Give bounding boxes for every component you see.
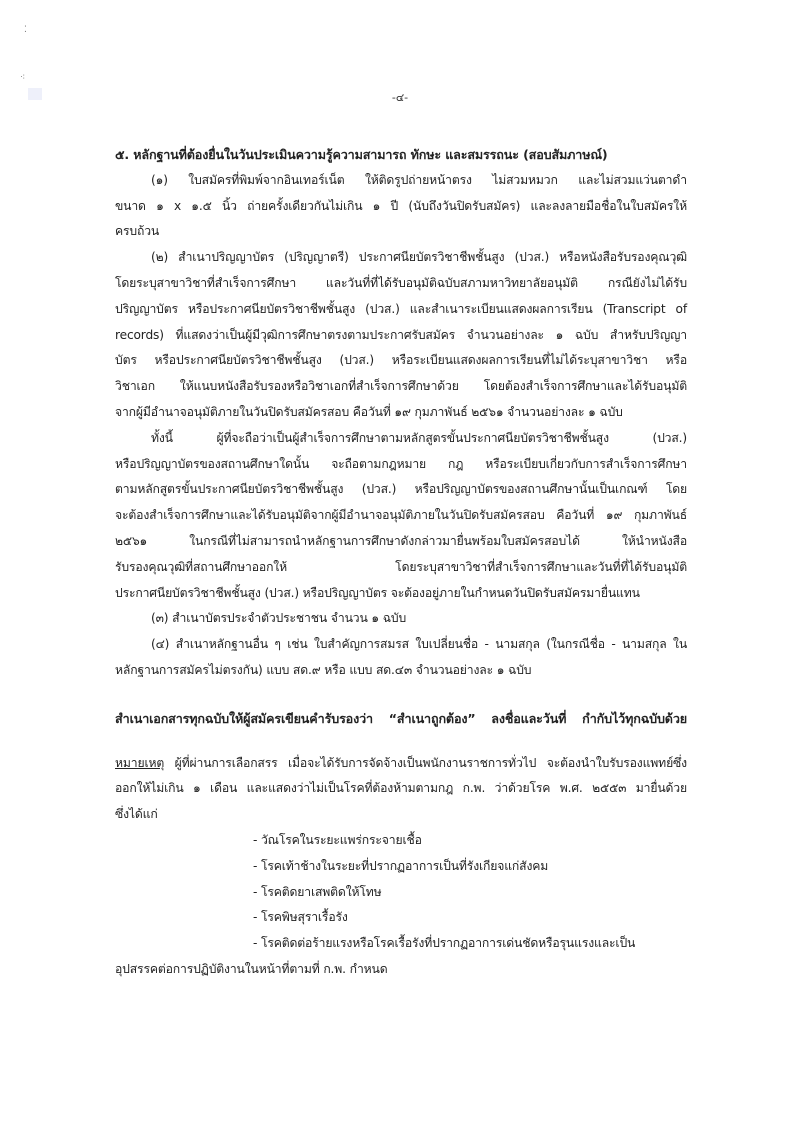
note-para-line: จะต้องสำเร็จการศึกษาและได้รับอนุมัติจากผู้มีอำนาจอนุมัติภายในวันปิดรับสมัครสอบ คือวันที่ ๑๙ กุมภาพันธ์ [115, 508, 687, 523]
item2-line: บัตร หรือประกาศนียบัตรวิชาชีพชั้นสูง (ปวส.) หรือระเบียนแสดงผลการเรียนที่ไม่ได้ระบุสาขาวิชา หรือ [115, 353, 687, 368]
item4-line: (๔) สำเนาหลักฐานอื่น ๆ เช่น ใบสำคัญการสมรส ใบเปลี่ยนชื่อ - นามสกุล (ในกรณีชื่อ - นามสกุล ใน [151, 637, 687, 652]
certify-notice: สำเนาเอกสารทุกฉบับให้ผู้สมัครเขียนคำรับรองว่า “สำเนาถูกต้อง” ลงชื่อและวันที่ กำกับไว้ทุกฉบับด้วย [115, 710, 687, 726]
section-heading: ๕. หลักฐานที่ต้องยื่นในวันประเมินความรู้ความสามารถ ทักษะ และสมรรถนะ (สอบสัมภาษณ์) [115, 147, 608, 162]
note-para-line: หรือปริญญาบัตรของสถานศึกษาใดนั้น จะถือตามกฎหมาย กฎ หรือระเบียบเกี่ยวกับการสำเร็จการศึกษา [115, 456, 687, 471]
remark-label: หมายเหตุ [115, 755, 165, 770]
item3-line: (๓) สำเนาบัตรประจำตัวประชาชน จำนวน ๑ ฉบับ [151, 611, 407, 626]
spacer [115, 732, 687, 751]
item1-line: ครบถ้วน [115, 224, 160, 239]
disease-item: - โรคติดต่อร้ายแรงหรือโรคเรื้อรังที่ปรากฏอาการเด่นชัดหรือรุนแรงและเป็น [253, 936, 636, 951]
item2-line: โดยระบุสาขาวิชาที่สำเร็จการศึกษา และวันที่ที่ได้รับอนุมัติฉบับสภามหาวิทยาลัยอนุมัติ กรณียังไม่ได้รับ [115, 275, 687, 290]
item1-line: ขนาด ๑ x ๑.๕ นิ้ว ถ่ายครั้งเดียวกันไม่เกิน ๑ ปี (นับถึงวันปิดรับสมัคร) และลงลายมือชื่อในใบสมัครให้ [115, 198, 687, 213]
item2-line: (๒) สำเนาปริญญาบัตร (ปริญญาตรี) ประกาศนียบัตรวิชาชีพชั้นสูง (ปวส.) หรือหนังสือรับรองคุณวุฒิ [151, 250, 687, 265]
item2-line: ปริญญาบัตร หรือประกาศนียบัตรวิชาชีพชั้นสูง (ปวส.) และสำเนาระเบียนแสดงผลการเรียน (Transcript of [115, 301, 687, 316]
remark-line [115, 751, 687, 777]
disease-item: - วัณโรคในระยะแพร่กระจายเชื้อ [253, 832, 422, 847]
spacer [115, 684, 687, 706]
note-para-line: ๒๕๖๑ ในกรณีที่ไม่สามารถนำหลักฐานการศึกษาดังกล่าวมายื่นพร้อมใบสมัครสอบได้ ให้นำหนังสือ [115, 533, 687, 548]
note-para-line: รับรองคุณวุฒิที่สถานศึกษาออกให้ โดยระบุสาขาวิชาที่สำเร็จการศึกษาและวันที่ที่ได้รับอนุมัติ [115, 559, 687, 574]
item2-line: records) ที่แสดงว่าเป็นผู้มีวุฒิการศึกษาตรงตามประกาศรับสมัคร จำนวนอย่างละ ๑ ฉบับ สำหรับปริญญา [115, 327, 687, 342]
remark-last-line: อุปสรรคต่อการปฏิบัติงานในหน้าที่ตามที่ ก.พ. กำหนด [115, 961, 388, 976]
page-number: -๔- [391, 91, 409, 104]
note-para-line: ตามหลักสูตรขั้นประกาศนียบัตรวิชาชีพชั้นสูง (ปวส.) หรือปริญญาบัตรของสถานศึกษานั้นเป็นเกณฑ์ โดย [115, 482, 687, 497]
remark-line: ออกให้ไม่เกิน ๑ เดือน และแสดงว่าไม่เป็นโรคที่ต้องห้ามตามกฎ ก.พ. ว่าด้วยโรค พ.ศ. ๒๕๕๓ มายื่นด้วย [115, 781, 687, 796]
scan-artifact: ⁖ [20, 73, 26, 83]
document-body [115, 142, 687, 983]
disease-item: - โรคเท้าช้างในระยะที่ปรากฏอาการเป็นที่รังเกียจแก่สังคม [253, 858, 549, 873]
item2-line: วิชาเอก ให้แนบหนังสือรับรองหรือวิชาเอกที่สำเร็จการศึกษาด้วย โดยต้องสำเร็จการศึกษาและได้รับอนุมัติ [115, 379, 687, 394]
note-para-line: ประกาศนียบัตรวิชาชีพชั้นสูง (ปวส.) หรือปริญญาบัตร จะต้องอยู่ภายในกำหนดวันปิดรับสมัครมายื่นแทน [115, 585, 640, 600]
scan-artifact: ⁚ [24, 25, 27, 35]
remark-line: ซึ่งได้แก่ [115, 807, 158, 822]
disease-item: - โรคพิษสุราเรื้อรัง [253, 910, 348, 925]
item4-line: หลักฐานการสมัครไม่ตรงกัน) แบบ สด.๙ หรือ แบบ สด.๔๓ จำนวนอย่างละ ๑ ฉบับ [115, 662, 532, 677]
item2-line: จากผู้มีอำนาจอนุมัติภายในวันปิดรับสมัครสอบ คือวันที่ ๑๙ กุมภาพันธ์ ๒๕๖๑ จำนวนอย่างละ ๑ ฉบับ [115, 404, 623, 419]
item1-line: (๑) ใบสมัครที่พิมพ์จากอินเทอร์เน็ต ให้ติดรูปถ่ายหน้าตรง ไม่สวมหมวก และไม่สวมแว่นตาดำ [151, 172, 687, 187]
note-para-line: ทั้งนี้ ผู้ที่จะถือว่าเป็นผู้สำเร็จการศึกษาตามหลักสูตรขั้นประกาศนียบัตรวิชาชีพชั้นสูง (ปวส.) [151, 430, 687, 445]
disease-item: - โรคติดยาเสพติดให้โทษ [253, 884, 382, 899]
remark-text: ผู้ที่ผ่านการเลือกสรร เมื่อจะได้รับการจัดจ้างเป็นพนักงานราชการทั่วไป จะต้องนำใบรับรองแพทย์ซึ่ง [164, 755, 687, 770]
